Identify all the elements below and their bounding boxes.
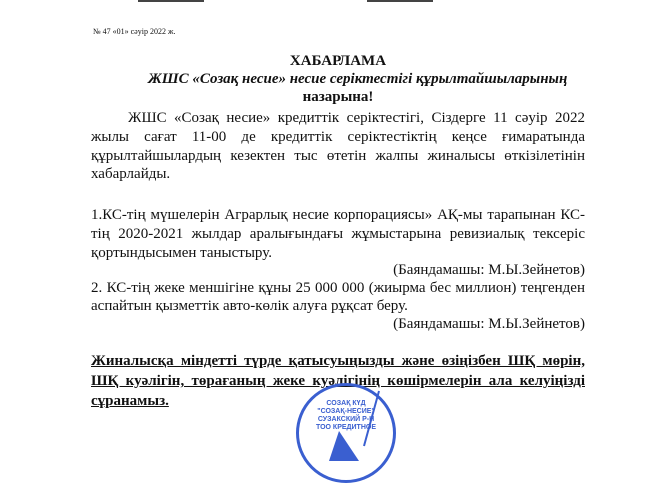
intro-line: хабарлайды. xyxy=(91,166,171,182)
intro-line: құрылтайшылардың кезектен тыс өтетін жалпы жиналысы өткізілетінін xyxy=(91,148,585,164)
agenda-item-2: 2. КС-тің жеке меншігіне құны 25 000 000 (жиырма бес миллион) теңгенден xyxy=(91,280,585,296)
subtitle-line-1: ЖШС «Созақ несие» несие серіктестігі құрылтайшыларының xyxy=(148,71,568,87)
agenda-item-2: аспайтын қызметтік авто-көлік алуға рұқсат беру. xyxy=(91,298,408,314)
agenda-item-1: қортындысымен таныстыру. xyxy=(91,245,272,261)
top-rule-right xyxy=(367,0,433,2)
request-line: Жиналысқа міндетті түрде қатысуыңызды және өзіңізбен ШҚ мөрін, xyxy=(91,353,585,369)
document-number: № 47 «01» сәуір 2022 ж. xyxy=(93,27,176,36)
agenda-item-1: 1.КС-тің мүшелерін Аграрлық несие корпорациясы» АҚ-мы тарапынан КС- xyxy=(91,207,585,223)
request-line: ШҚ куәлігін, төрағаның жеке куәлігінің көшірмелерін ала келуіңізді xyxy=(91,373,585,389)
intro-line: ЖШС «Созақ несие» кредиттік серіктестігі, Сіздерге 11 сәуір 2022 xyxy=(128,110,585,126)
intro-line: жылы сағат 11-00 де кредиттік серіктестіктің кеңсе ғимаратында xyxy=(91,129,585,145)
agenda-speaker-1: (Баяндамашы: М.Ы.Зейнетов) xyxy=(393,262,585,278)
agenda-item-1: тің 2020-2021 жылдар аралығындағы жұмыстарына ревизиалық тексеріс xyxy=(91,226,585,242)
company-stamp xyxy=(296,383,396,483)
stamp-text: СОЗАҚ КҮД "СОЗАҚ-НЕСИЕ" СУЗАКСКИЙ Р-Н ТОО КРЕДИТНОЕ xyxy=(315,400,376,431)
top-rule-left xyxy=(138,0,204,2)
subtitle-line-2: назарына! xyxy=(302,89,374,105)
document-title: ХАБАРЛАМА xyxy=(289,53,387,69)
request-line: сұранамыз. xyxy=(91,393,169,409)
agenda-speaker-2: (Баяндамашы: М.Ы.Зейнетов) xyxy=(393,316,585,332)
